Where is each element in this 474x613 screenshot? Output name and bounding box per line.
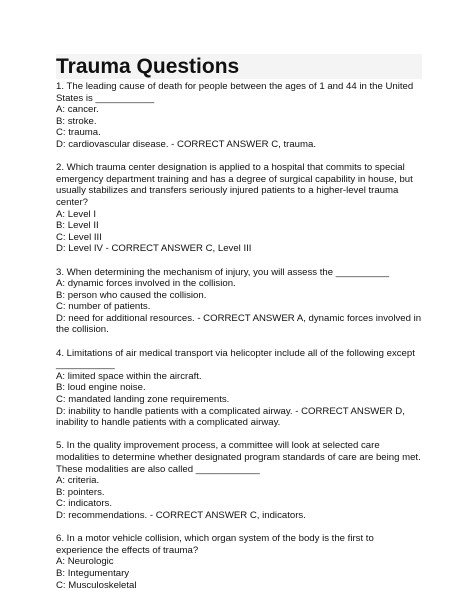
answer-option: D: recommendations. - CORRECT ANSWER C, indicators. xyxy=(56,509,306,521)
answer-option: A: cancer. xyxy=(56,104,99,116)
question-3 xyxy=(56,267,422,337)
question-5 xyxy=(56,440,422,521)
document-title: Trauma Questions xyxy=(56,54,422,79)
answer-option: D: inability to handle patients with a complicated airway. - CORRECT ANSWER D, inability to handle patients with a complicated airway. xyxy=(56,405,405,429)
question-4 xyxy=(56,348,422,429)
question-stem: 5. In the quality improvement process, a committee will look at selected care modalities to determine whether designated program standards of care are being met. These modalities are also called ____________ xyxy=(56,440,421,475)
answer-option: C: Musculoskeletal xyxy=(56,579,137,591)
answer-option: A: Neurologic xyxy=(56,556,114,568)
question-stem: 4. Limitations of air medical transport via helicopter include all of the following except ___________ xyxy=(56,347,415,371)
answer-option: B: Level II xyxy=(56,220,99,232)
question-2 xyxy=(56,162,422,255)
answer-option: D: Level IV - CORRECT ANSWER C, Level III xyxy=(56,243,252,255)
question-1 xyxy=(56,81,422,151)
answer-option: D: cardiovascular disease. - CORRECT ANSWER C, trauma. xyxy=(56,138,316,150)
question-stem: 3. When determining the mechanism of injury, you will assess the __________ xyxy=(56,266,390,278)
answer-option: A: criteria. xyxy=(56,475,100,487)
answer-option: B: loud engine noise. xyxy=(56,382,146,394)
answer-option: A: limited space within the aircraft. xyxy=(56,370,202,382)
answer-option: B: stroke. xyxy=(56,115,97,127)
question-stem: 6. In a motor vehicle collision, which organ system of the body is the first to experience the effects of trauma? xyxy=(56,533,374,556)
question-6 xyxy=(56,533,422,591)
answer-option: A: Level I xyxy=(56,208,96,220)
question-stem: 1. The leading cause of death for people between the ages of 1 and 44 in the United States is ___________ xyxy=(56,81,414,104)
answer-option: C: Level III xyxy=(56,231,102,243)
answer-option: B: Integumentary xyxy=(56,567,130,579)
question-stem: 2. Which trauma center designation is applied to a hospital that commits to special emergency department training and has a degree of surgical capability in house, but usually stabilizes and transfers seriously injured patients to a higher-level trauma center? xyxy=(56,162,413,208)
document-content xyxy=(56,54,422,603)
answer-option: B: person who caused the collision. xyxy=(56,289,207,301)
answer-option: C: number of patients. xyxy=(56,301,151,313)
answer-option: C: trauma. xyxy=(56,127,101,139)
answer-option: C: mandated landing zone requirements. xyxy=(56,394,230,406)
answer-option: B: pointers. xyxy=(56,486,105,498)
answer-option: A: dynamic forces involved in the collision. xyxy=(56,278,236,290)
answer-option: C: indicators. xyxy=(56,498,112,510)
answer-option: D: need for additional resources. - CORRECT ANSWER A, dynamic forces involved in the collision. xyxy=(56,312,422,336)
